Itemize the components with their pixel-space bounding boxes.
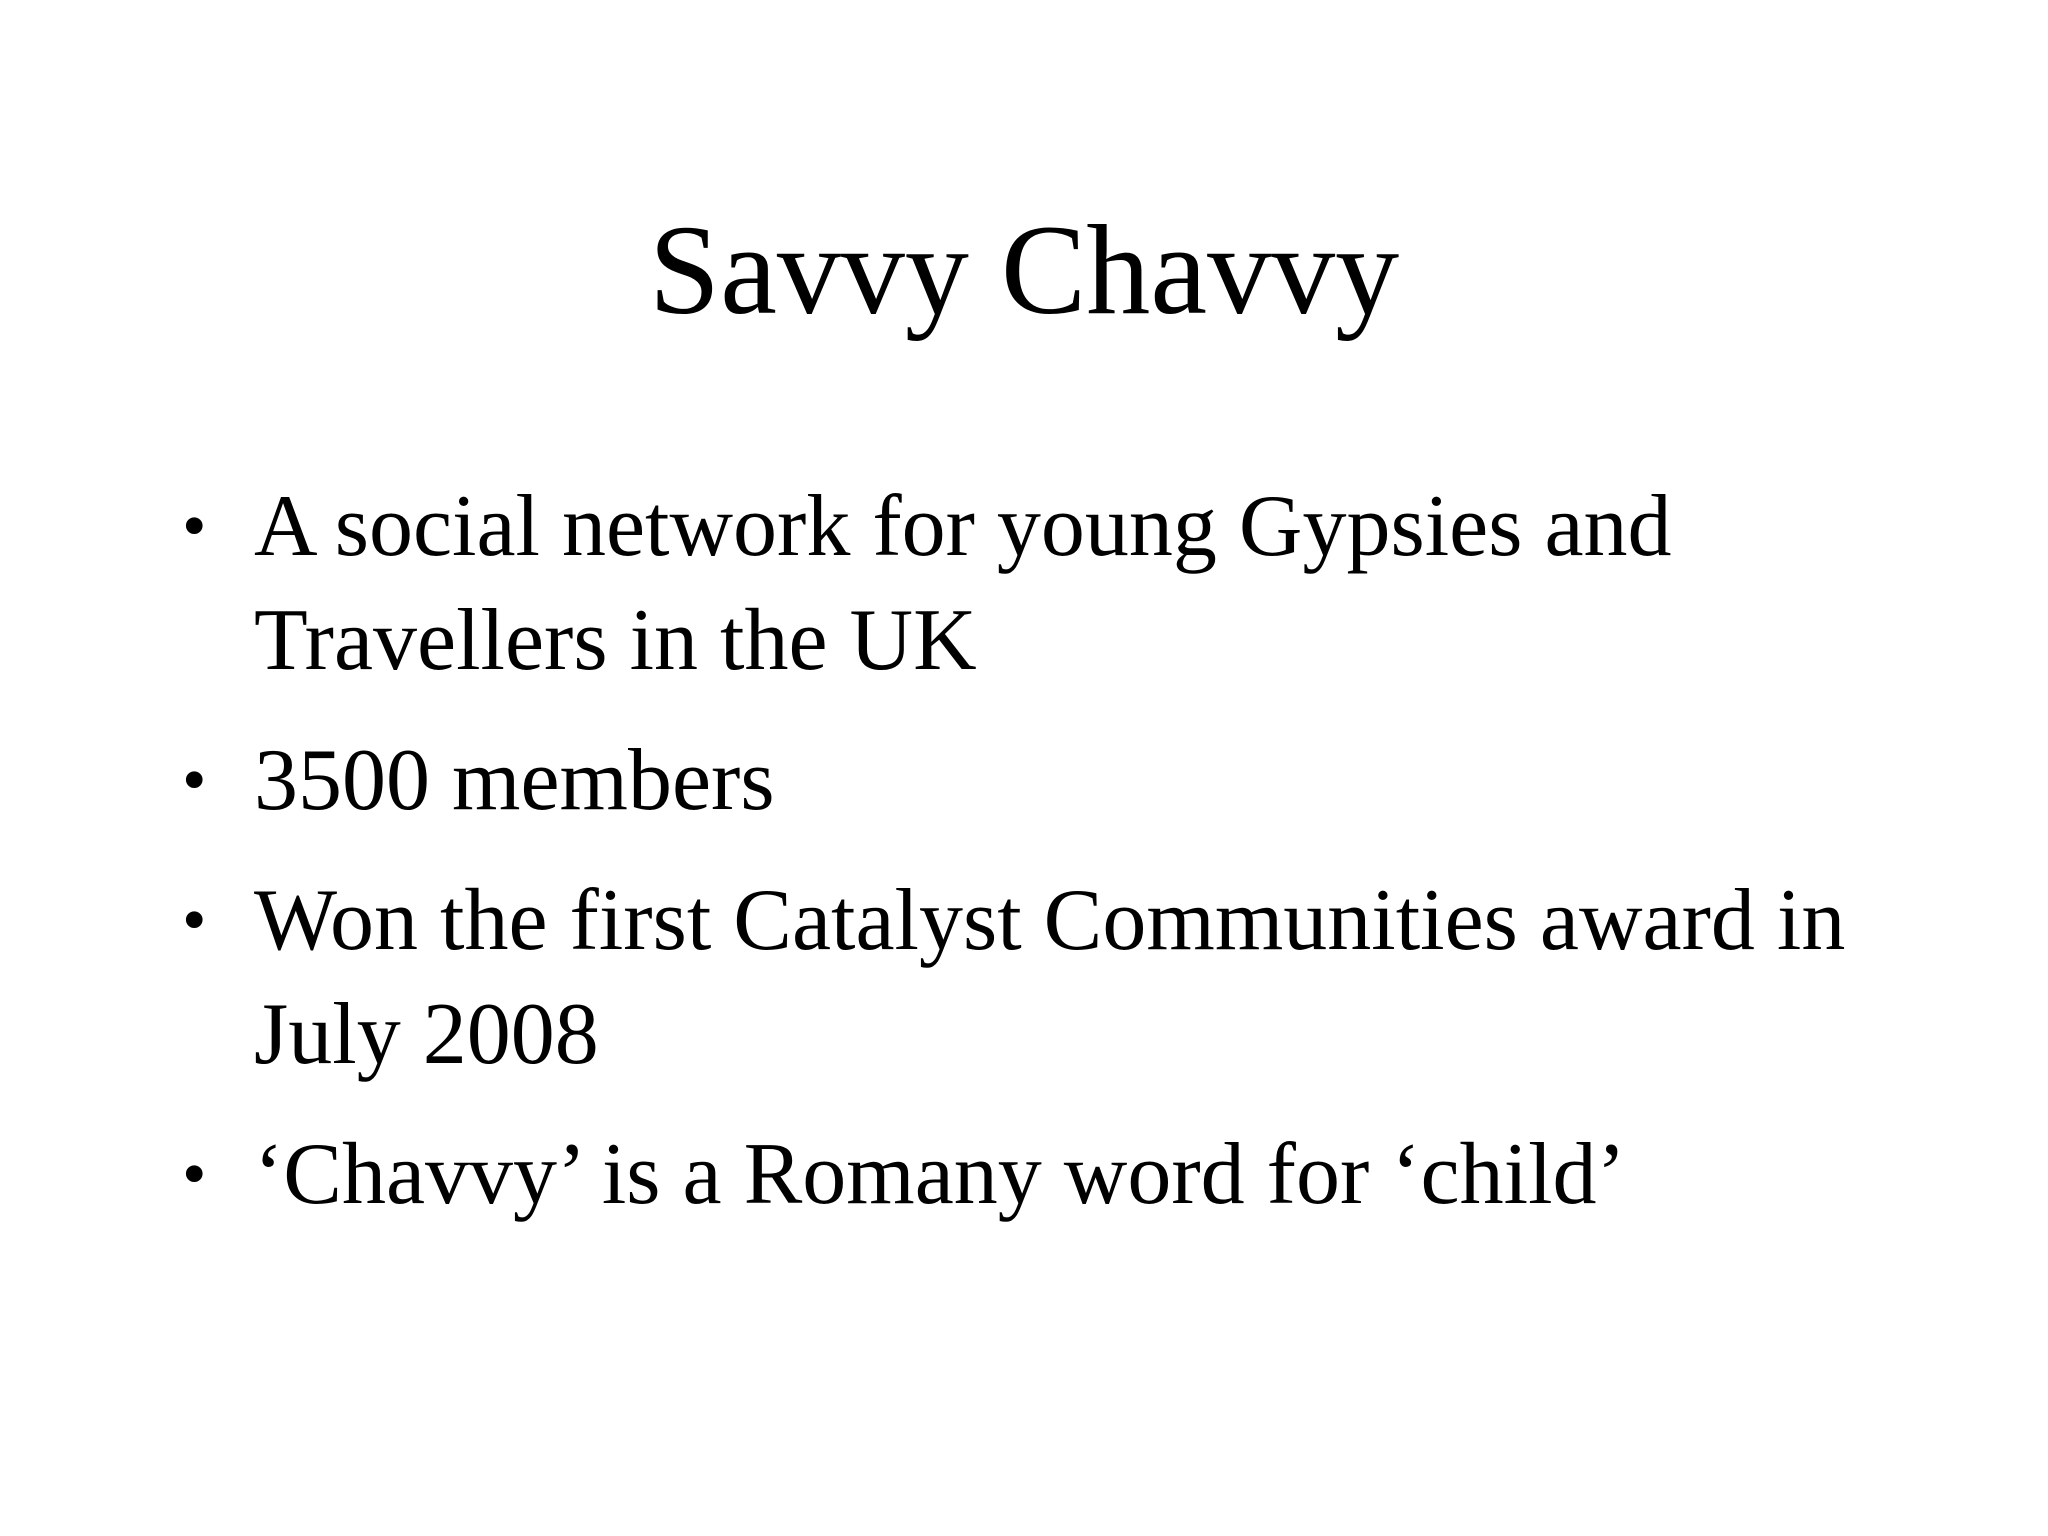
bullet-icon: • <box>182 882 207 959</box>
slide-title: Savvy Chavvy <box>648 199 1400 341</box>
bullet-text: Won the first Catalyst Communities award in July 2008 <box>254 872 1846 1083</box>
list-item <box>170 864 1890 1092</box>
list-item <box>170 724 1890 838</box>
bullet-icon: • <box>182 1136 207 1213</box>
bullet-text: ‘Chavvy’ is a Romany word for ‘child’ <box>254 1126 1626 1223</box>
bullet-icon: • <box>182 488 207 565</box>
bullet-icon: • <box>182 742 207 819</box>
list-item <box>170 470 1890 698</box>
bullet-text: 3500 members <box>254 732 775 829</box>
bullet-text: A social network for young Gypsies and Travellers in the UK <box>254 478 1672 689</box>
list-item <box>170 1118 1890 1232</box>
bullet-list <box>170 470 1890 1258</box>
